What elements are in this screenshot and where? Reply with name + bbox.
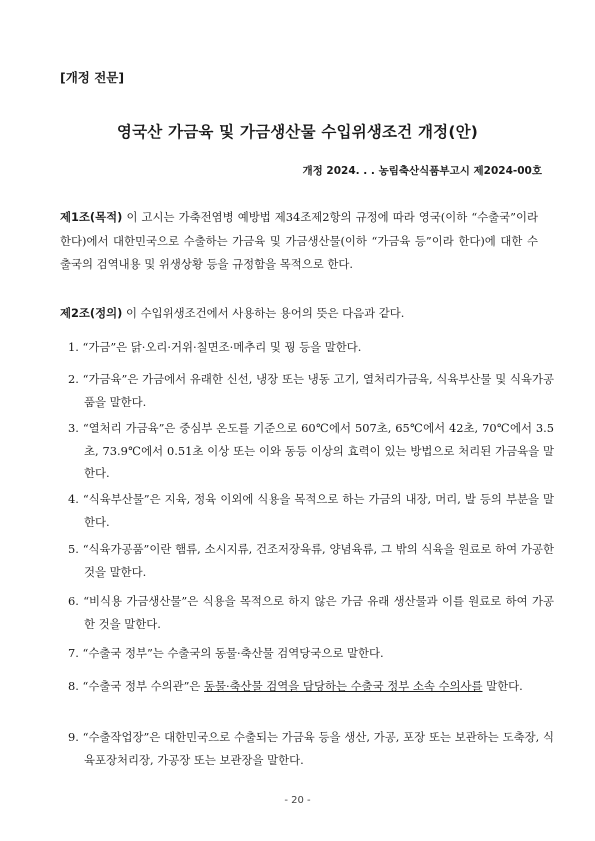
item-number: 6. [68,594,79,608]
item-text: “가금”은 닭·오리·거위·칠면조·메추리 및 꿩 등을 말한다. [82,340,362,354]
definition-item [68,488,554,533]
revision-label: [개정 전문] [60,70,125,85]
definition-item [68,675,554,698]
definition-item [68,590,554,635]
item-text: “식육부산물”은 지육, 정육 이외에 식용을 목적으로 하는 가금의 내장, 머리, 발 등의 부분을 말한다. [82,492,555,529]
item-number: 3. [68,421,79,435]
page-number: - 20 - [284,795,311,806]
item-text: “수출작업장”은 대한민국으로 수출되는 가금육 등을 생산, 가공, 포장 또는 보관하는 도축장, 식육포장처리장, 가공장 또는 보관장을 말한다. [82,730,554,767]
definition-item [68,726,554,771]
article-2-heading: 제2조(정의) [60,306,123,320]
item-number: 9. [68,730,79,744]
item-text: “가금육”은 가금에서 유래한 신선, 냉장 또는 냉동 고기, 열처리가금육, 식육부산물 및 식육가공품을 말한다. [82,372,554,409]
item-number: 7. [68,646,79,660]
item-number: 5. [68,542,79,556]
article-1-text: 이 고시는 가축전염병 예방법 제34조제2항의 규정에 따라 영국(이하 “수출국”이라 한다)에서 대한민국으로 수출하는 가금육 및 가금생산물(이하 “가금육 등”이라 한다)에 대한 수출국의 검역내용 및 위생상황 등을 규정함을 목적으로 한다. [60,210,538,271]
notice-reference: 개정 2024. . . 농림축산식품부고시 제2024-00호 [302,165,542,177]
item-text: “수출국 정부”는 수출국의 동물·축산물 검역당국으로 말한다. [82,646,384,660]
item-number: 1. [68,340,79,354]
definition-item [68,368,554,413]
item-number: 8. [68,679,79,693]
article-2-text: 이 수입위생조건에서 사용하는 용어의 뜻은 다음과 같다. [125,306,405,320]
item-number: 4. [68,492,79,506]
article-1 [60,206,538,277]
item-text: “식육가공품”이란 햄류, 소시지류, 건조저장육류, 양념육류, 그 밖의 식육을 원료로 하여 가공한 것을 말한다. [82,542,554,579]
item-number: 2. [68,372,79,386]
definition-item [68,417,554,485]
article-1-heading: 제1조(목적) [60,210,123,224]
item-text: “열처리 가금육”은 중심부 온도를 기준으로 60℃에서 507초, 65℃에서 42초, 70℃에서 3.5초, 73.9℃에서 0.51초 이상 또는 이와 동등 이상의 효력이 있는 방법으로 처리된 가금육을 말한다. [82,421,554,480]
definition-item [68,336,554,359]
article-2 [60,302,538,326]
document-title: 영국산 가금육 및 가금생산물 수입위생조건 개정(안) [116,123,479,141]
definition-item [68,642,554,665]
item-text-tail: 말한다. [482,679,523,693]
item-text-underlined: 동물·축산물 검역을 담당하는 수출국 정부 소속 수의사를 [204,679,483,693]
definition-item [68,538,554,583]
item-text: “비식용 가금생산물”은 식용을 목적으로 하지 않은 가금 유래 생산물과 이를 원료로 하여 가공한 것을 말한다. [83,594,554,631]
item-text-lead: “수출국 정부 수의관”은 [82,679,205,693]
